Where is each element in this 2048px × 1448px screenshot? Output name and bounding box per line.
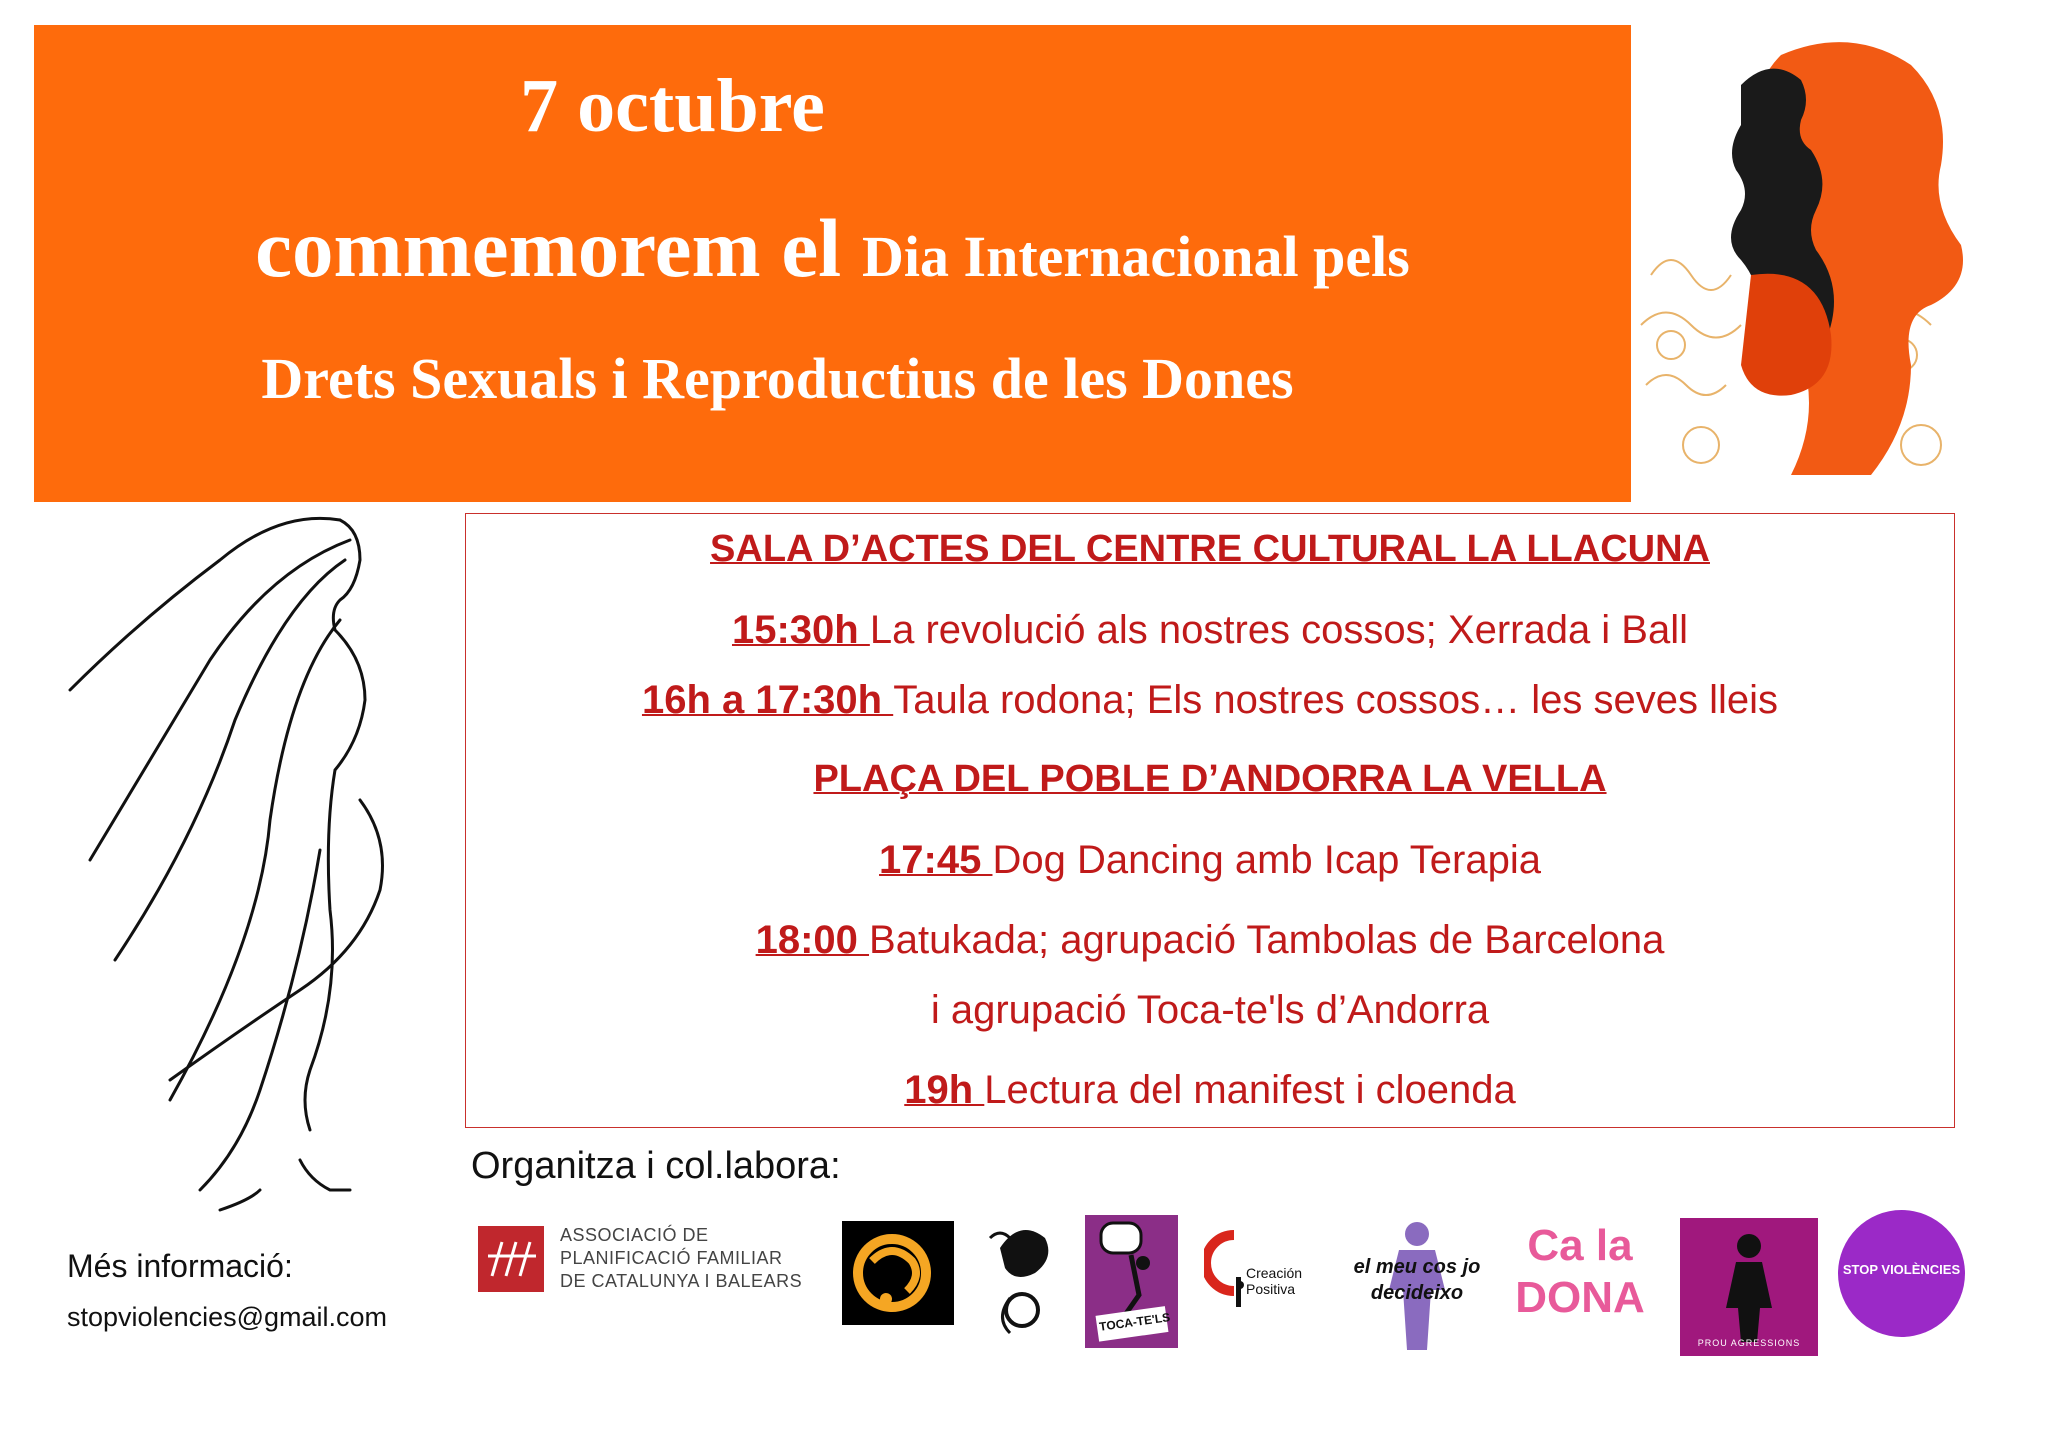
event-text: Lectura del manifest i cloenda [984,1068,1516,1112]
orange-swirl-logo [842,1221,954,1325]
venue-heading-2: PLAÇA DEL POBLE D’ANDORRA LA VELLA [813,758,1607,800]
event-row [466,988,1954,1033]
event-time: 15:30h [731,608,870,652]
event-text: i agrupació Toca-te'ls d’Andorra [930,988,1490,1032]
apf-text: ASSOCIACIÓ DE PLANIFICACIÓ FAMILIAR DE CATALUNYA I BALEARS [560,1225,803,1291]
event-row [466,1068,1954,1113]
apf-mark-icon [478,1226,544,1292]
veiled-woman-illustration [40,500,440,1220]
event-text: Taula rodona; Els nostres cossos… les seves lleis [893,678,1779,722]
cala-text: Ca la DONA [1515,1221,1645,1322]
creacion-positiva-logo [1204,1225,1316,1315]
prou-text: PROU AGRESSIONS [1697,1338,1801,1348]
toca-text: TOCA-TE'LS [1098,1310,1171,1334]
event-text: Batukada; agrupació Tambolas de Barcelona [869,918,1665,962]
event-row [466,838,1954,883]
title-line-2 [34,200,1631,296]
meu-cos-logo [1347,1218,1487,1352]
title-date: 7 octubre [520,64,825,148]
ca-la-dona-logo [1510,1210,1650,1360]
venue-heading-1: SALA D’ACTES DEL CENTRE CULTURAL LA LLACUNA [710,528,1710,570]
prou-agressions-logo [1680,1218,1818,1356]
title-banner [34,25,1631,502]
title-line-3: Drets Sexuals i Reproductius de les Dones [261,346,1294,411]
event-text: La revolució als nostres cossos; Xerrada i Ball [869,608,1689,652]
pregnant-woman-illustration [1631,25,1971,505]
event-text: Dog Dancing amb Icap Terapia [992,838,1541,882]
title-commemorem: commemorem el [255,202,862,294]
sakura-dona-logo [980,1218,1064,1346]
stop-text: STOP VIOLÈNCIES [1842,1262,1961,1277]
program-box [465,513,1955,1128]
contact-email[interactable]: stopviolencies@gmail.com [67,1302,388,1332]
organizers-label: Organitza i col.labora: [471,1145,841,1187]
toca-tetls-logo [1085,1215,1178,1348]
event-time: 17:45 [879,838,993,882]
stop-violencies-logo [1838,1210,1965,1337]
event-time: 18:00 [755,918,870,962]
apf-logo [478,1222,814,1294]
more-info-label: Més informació: [67,1248,293,1284]
event-row [466,678,1954,723]
event-row [466,608,1954,653]
crea-text: Creación Positiva [1246,1265,1303,1297]
title-dia-internacional: Dia Internacional pels [862,224,1410,289]
meucos-text: el meu cos jo decideixo [1353,1256,1481,1304]
event-time: 16h a 17:30h [641,678,894,722]
event-row [466,918,1954,963]
event-time: 19h [904,1068,985,1112]
